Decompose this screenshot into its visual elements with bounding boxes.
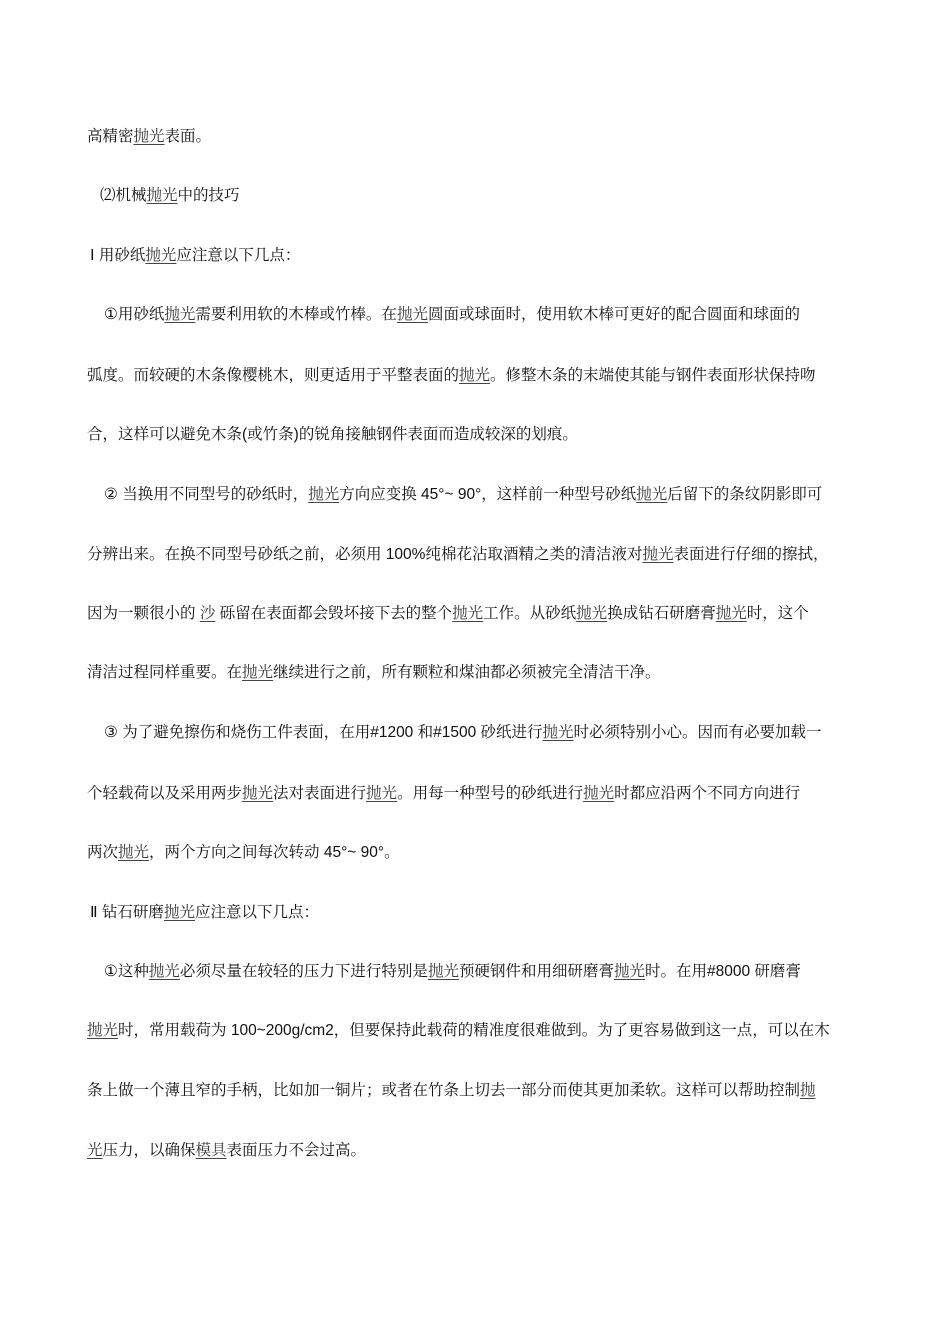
text-line: [87, 1076, 877, 1106]
text-segment: 预硬钢件和用细研磨膏: [458, 963, 614, 980]
text-line: [104, 480, 894, 510]
text-segment: 换成钻石研磨膏: [607, 605, 716, 622]
text-segment: ①用砂纸: [104, 306, 165, 323]
text-segment: 应注意以下几点：: [194, 904, 319, 921]
text-segment: 工作。从砂纸: [483, 605, 577, 622]
text-segment: 表面进行仔细的擦拭，: [673, 546, 829, 563]
text-line: [87, 779, 877, 809]
text-segment: 必须尽量在较轻的压力下进行特别是: [179, 963, 428, 980]
text-segment: 。修整木条的末端使其能与钢件表面形状保持吻: [490, 367, 816, 384]
text-line: [87, 540, 877, 570]
text-segment: 后留下的条纹阴影即可: [667, 486, 823, 503]
text-segment: 应注意以下几点：: [176, 247, 301, 264]
hyperlink[interactable]: 抛光: [542, 724, 574, 741]
text-segment: 分辨出来。在换不同型号砂纸之前，必须用 100%纯棉花沾取酒精之类的清洁液对: [87, 546, 643, 563]
text-segment: 方向应变换 45°~ 90°，这样前一种型号砂纸: [339, 486, 637, 503]
hyperlink[interactable]: 抛光: [148, 963, 180, 980]
hyperlink[interactable]: 抛光: [163, 904, 195, 921]
text-segment: 弧度。而较硬的木条像樱桃木，则更适用于平整表面的: [87, 367, 460, 384]
text-segment: 清洁过程同样重要。在: [87, 664, 243, 681]
text-line: [104, 300, 894, 330]
text-line: [87, 599, 877, 629]
hyperlink[interactable]: 抛光: [242, 664, 274, 681]
text-line: [87, 1016, 877, 1046]
text-segment: ⑵机械: [100, 187, 147, 204]
hyperlink[interactable]: 抛: [800, 1082, 816, 1099]
text-segment: 继续进行之前，所有颗粒和煤油都必须被完全清洁干净。: [273, 664, 661, 681]
text-segment: Ⅱ 钻石研磨: [90, 904, 164, 921]
hyperlink[interactable]: 沙: [199, 605, 216, 622]
text-segment: 表面压力不会过高。: [226, 1142, 367, 1159]
text-segment: 砾留在表面都会毁坏接下去的整个: [215, 605, 453, 622]
text-segment: 法对表面进行: [273, 785, 367, 802]
text-segment: 表面。: [164, 128, 212, 145]
hyperlink[interactable]: 光: [87, 1142, 103, 1159]
hyperlink[interactable]: 抛光: [118, 844, 150, 861]
hyperlink[interactable]: 抛光: [308, 486, 340, 503]
text-line: [104, 718, 894, 748]
text-segment: 时。在用#8000 研磨膏: [644, 963, 801, 980]
text-segment: 中的技巧: [177, 187, 240, 204]
text-line: [104, 957, 894, 987]
hyperlink[interactable]: 抛光: [452, 605, 484, 622]
text-line: [87, 658, 877, 688]
hyperlink[interactable]: 抛光: [146, 187, 178, 204]
hyperlink[interactable]: 模具: [195, 1142, 227, 1159]
text-segment: 个轻载荷以及采用两步: [87, 785, 243, 802]
text-segment: 因为一颗很小的: [87, 605, 200, 622]
text-segment: 条上做一个薄且窄的手柄，比如加一铜片；或者在竹条上切去一部分而使其更加柔软。这样可以帮助控制: [87, 1082, 801, 1099]
hyperlink[interactable]: 抛光: [87, 1022, 119, 1039]
text-line: [87, 122, 877, 152]
hyperlink[interactable]: 抛光: [715, 605, 747, 622]
hyperlink[interactable]: 抛光: [459, 367, 491, 384]
text-segment: Ⅰ 用砂纸: [90, 247, 146, 264]
hyperlink[interactable]: 抛光: [133, 128, 165, 145]
text-segment: 时必须特别小心。因而有必要加载一: [573, 724, 822, 741]
text-line: [87, 838, 877, 868]
text-segment: 。用每一种型号的砂纸进行: [397, 785, 584, 802]
text-segment: 圆面或球面时，使用软木棒可更好的配合圆面和球面的: [427, 306, 800, 323]
text-segment: 时，常用载荷为 100~200g/cm2，但要保持此载荷的精准度很难做到。为了更容易做到这一点，可以在木: [118, 1022, 830, 1039]
text-line: [87, 1136, 877, 1166]
text-segment: ，两个方向之间每次转动 45°~ 90°。: [149, 844, 400, 861]
section-heading: [100, 181, 890, 211]
hyperlink[interactable]: 抛光: [164, 306, 196, 323]
text-segment: 两次: [87, 844, 119, 861]
hyperlink[interactable]: 抛光: [427, 963, 459, 980]
hyperlink[interactable]: 抛光: [583, 785, 615, 802]
text-line: [87, 420, 877, 450]
text-segment: 时，这个: [746, 605, 809, 622]
text-segment: 合，这样可以避免木条(或竹条)的锐角接触钢件表面而造成较深的划痕。: [87, 426, 578, 443]
hyperlink[interactable]: 抛光: [242, 785, 274, 802]
text-segment: ①这种: [104, 963, 149, 980]
text-segment: ② 当换用不同型号的砂纸时，: [104, 486, 309, 503]
text-segment: ③ 为了避免擦伤和烧伤工件表面，在用#1200 和#1500 砂纸进行: [104, 724, 543, 741]
hyperlink[interactable]: 抛光: [613, 963, 645, 980]
text-segment: 需要利用软的木棒或竹棒。在: [195, 306, 397, 323]
hyperlink[interactable]: 抛光: [145, 247, 177, 264]
hyperlink[interactable]: 抛光: [396, 306, 428, 323]
hyperlink[interactable]: 抛光: [642, 546, 674, 563]
hyperlink[interactable]: 抛光: [636, 486, 668, 503]
hyperlink[interactable]: 抛光: [366, 785, 398, 802]
text-segment: 时都应沿两个不同方向进行: [614, 785, 801, 802]
text-line: [87, 361, 877, 391]
text-segment: 压力，以确保: [102, 1142, 196, 1159]
text-segment: 高精密: [87, 128, 134, 145]
hyperlink[interactable]: 抛光: [576, 605, 608, 622]
subsection-heading: [90, 898, 880, 928]
subsection-heading: [90, 241, 880, 271]
